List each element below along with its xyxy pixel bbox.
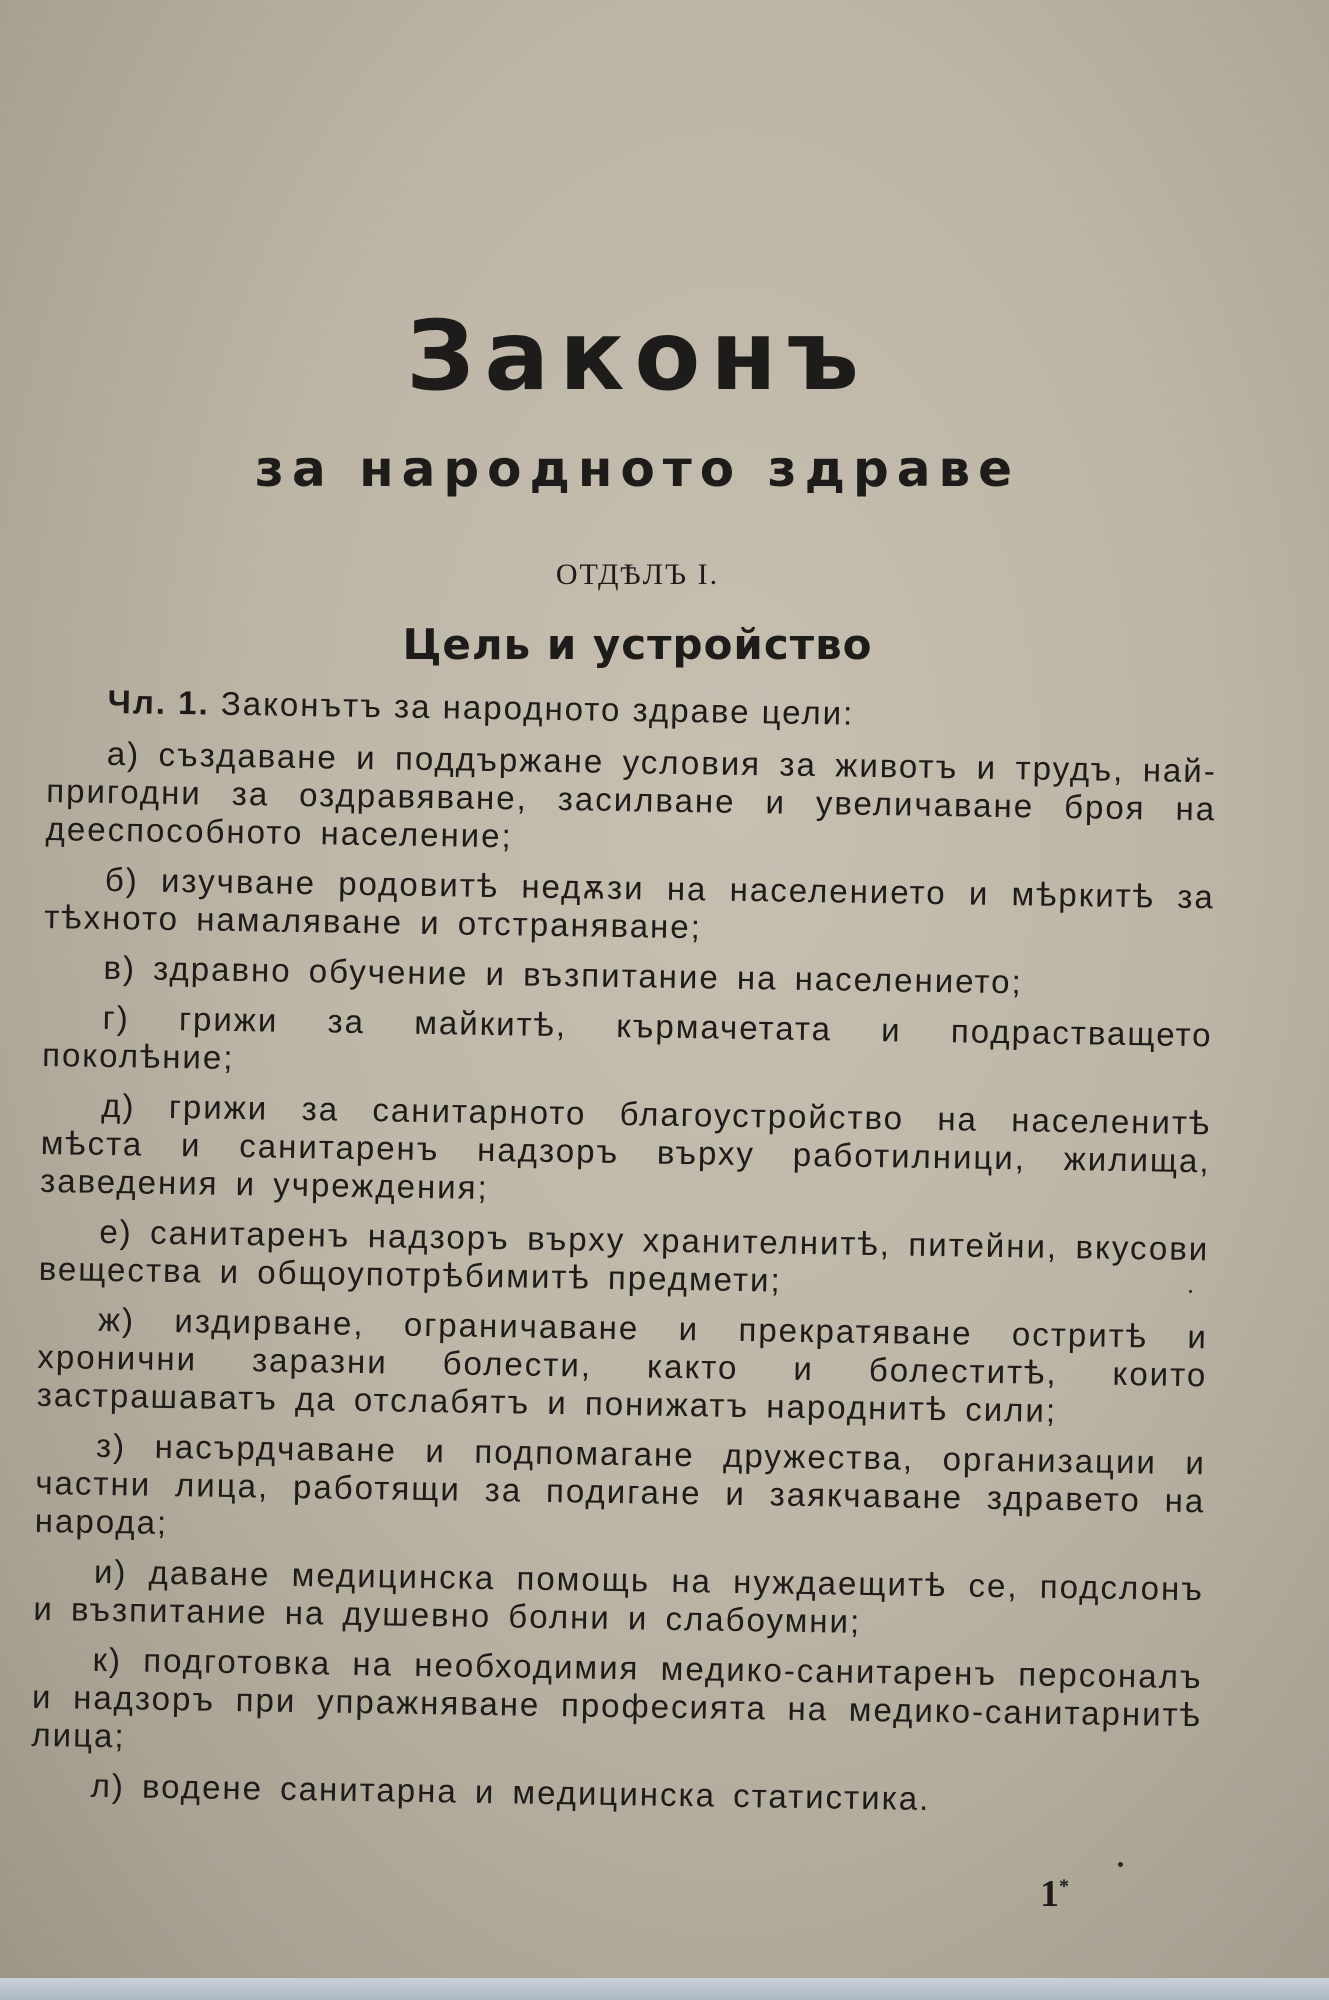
article-number: Чл. 1. bbox=[107, 682, 210, 722]
article-item-i: и) даване медицинска помощь на нуждаещитѣ се, подслонъ и възпитание на душевно болни и слабоумни; bbox=[33, 1552, 1205, 1640]
article-item-e: е) санитаренъ надзоръ върху хранителнитѣ, питейни, вкусови вещества и общоупотрѣбимитѣ предмети; bbox=[38, 1212, 1210, 1299]
ink-speck bbox=[1118, 1862, 1123, 1867]
article-heading bbox=[107, 683, 1217, 738]
article-item-v: в) здравно обучение и възпитание на населението; bbox=[103, 948, 1024, 1001]
ink-speck bbox=[1189, 1290, 1192, 1293]
article-item-z: з) насърдчаване и подпомагане дружества, организации и частни лица, работящи за подигане и заякчаване здравето на народа; bbox=[34, 1426, 1207, 1541]
signature-mark bbox=[1040, 1872, 1069, 1916]
law-title: Законъ bbox=[406, 300, 869, 412]
section-title: Цель и устройство bbox=[402, 620, 873, 669]
article-item-k: к) подготовка на необходимия медико-санитаренъ персоналъ и надзоръ при упражняване професията на медико-санитарнитѣ лица; bbox=[31, 1640, 1203, 1755]
article-item-b: б) изучване родовитѣ недѫзи на населението и мѣркитѣ за тѣхното намаляване и отстраняване; bbox=[44, 860, 1216, 946]
article-item-zh: ж) издирване, ограничаване и прекратяване остритѣ и хронични заразни болести, както и болеститѣ, които застрашаватъ да отслабятъ и понижатъ народнитѣ сили; bbox=[36, 1300, 1209, 1429]
background-edge bbox=[0, 1978, 1329, 2000]
article-item-g: г) грижи за майкитѣ, кърмачетата и подрастващето поколѣние; bbox=[41, 998, 1213, 1076]
section-label: ОТДѢЛЪ I. bbox=[555, 558, 720, 591]
article-lead: Законътъ за народното здраве цели: bbox=[220, 684, 855, 732]
signature-mark-number: 1 bbox=[1040, 1873, 1059, 1915]
law-subtitle: за народното здраве bbox=[254, 440, 1021, 498]
signature-mark-star: * bbox=[1059, 1875, 1069, 1898]
article-item-l: л) водене санитарна и медицинска статистика. bbox=[90, 1766, 931, 1817]
article-1 bbox=[30, 682, 1218, 1834]
article-item-d: д) грижи за санитарното благоустройство на населенитѣ мѣста и санитаренъ надзоръ върху работилници, жилища, заведения и учреждения; bbox=[39, 1086, 1212, 1206]
article-item-a: а) създаване и поддържане условия за животъ и трудъ, най-пригодни за оздравяване, засилване и увеличаване броя на дееспособното население; bbox=[45, 734, 1218, 855]
